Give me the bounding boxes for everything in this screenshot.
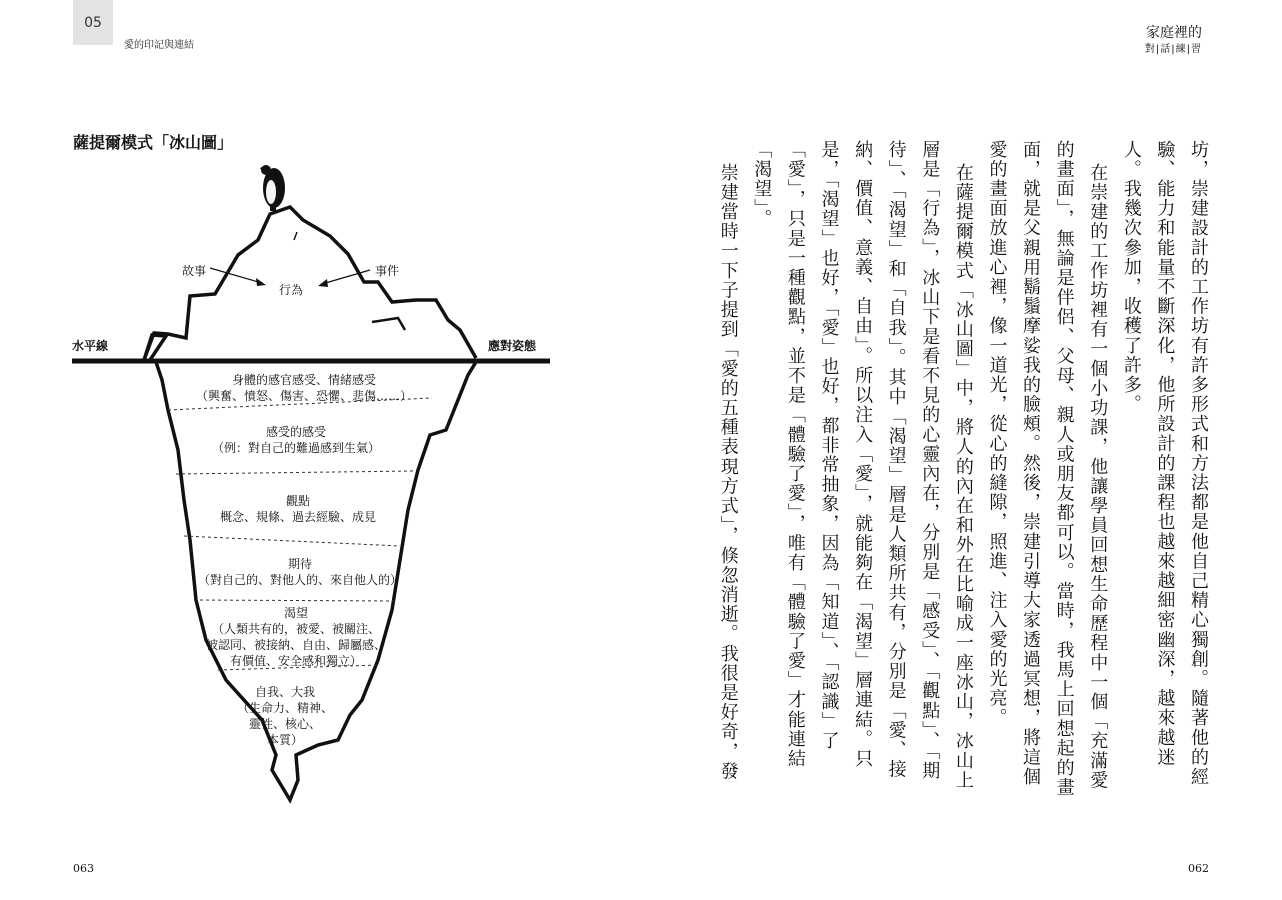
layer-divider — [184, 536, 400, 546]
left-page-number: 063 — [73, 862, 94, 875]
layer-heading: 感受的感受 — [265, 425, 326, 439]
layer-detail: （興奮、憤怒、傷害、恐懼、悲傷……） — [195, 389, 412, 403]
layer-feelings-about-feelings — [186, 424, 406, 456]
paragraph: 崇建當時一下子提到「愛的五種表現方式」，倏忽消逝。我很是好奇，發 — [717, 163, 739, 782]
layer-detail: 有價值、安全感和獨立） — [229, 654, 362, 668]
iceberg-small-mark — [294, 232, 297, 240]
right-page-number: 062 — [1188, 862, 1209, 875]
layer-self — [220, 684, 350, 748]
iceberg-top-left — [144, 207, 476, 360]
layer-detail: （生命力、精神、 — [236, 701, 333, 715]
layer-heading: 身體的感官感受、情緒感受 — [231, 373, 376, 387]
book-title: 家庭裡的 — [1146, 25, 1202, 41]
layer-detail: 靈性、核心、 — [248, 717, 321, 731]
layer-heading: 期待 — [287, 557, 312, 571]
layer-detail: （對自己的、對他人的、來自他人的） — [197, 573, 402, 587]
layer-divider — [194, 600, 394, 601]
layer-perceptions — [188, 493, 408, 525]
layer-heading: 觀點 — [285, 494, 310, 508]
layer-yearnings — [196, 605, 396, 669]
label-waterline: 水平線 — [72, 339, 109, 353]
iceberg-top-notch — [372, 318, 405, 330]
paragraph: 坊，崇建設計的工作坊有許多形式和方法都是他自己精心獨創。隨著他的經驗、能力和能量不斷深化，他所設計的課程也越來越細密幽深，越來越迷人。我幾次參加，收穫了許多。 — [1120, 140, 1209, 787]
label-story: 故事 — [182, 264, 207, 278]
paragraph: 在崇建的工作坊裡有一個小功課，他讓學員回想生命歷程中一個「充滿愛的畫面」，無論是伴侶、父母、親人或朋友都可以。當時，我馬上回想起的畫面，就是父親用鬍鬚摩娑我的臉頰。然後，崇建引導大家透過冥想，將這個愛的畫面放進心裡，像一道光，從心的縫隙，照進、注入愛的光亮。 — [986, 140, 1109, 798]
label-coping: 應對姿態 — [488, 339, 537, 353]
story-arrowhead — [256, 278, 266, 286]
label-event: 事件 — [375, 264, 400, 278]
layer-detail: 概念、規條、過去經驗、成見 — [219, 510, 376, 524]
event-arrowhead — [318, 279, 328, 287]
layer-divider — [176, 471, 414, 474]
layer-detail: 被認同、被接納、自由、歸屬感、 — [205, 638, 386, 652]
book-subtitle: 對|話|練|習 — [1144, 44, 1202, 55]
chapter-title: 愛的印記與連結 — [124, 40, 194, 51]
layer-detail: （人類共有的，被愛、被關注、 — [211, 622, 380, 636]
body-text — [717, 140, 1215, 800]
layer-detail: （例：對自己的難過感到生氣） — [211, 441, 380, 455]
layer-heading: 自我、大我 — [254, 685, 315, 699]
story-arrow — [210, 268, 262, 283]
chapter-number: 05 — [84, 14, 102, 31]
layer-expectations — [190, 556, 410, 588]
penguin-icon — [260, 165, 285, 211]
paragraph: 在薩提爾模式「冰山圖」中，將人的內在和外在比喻成一座冰山，冰山上層是「行為」，冰山下是看不見的心靈內在，分別是「感受」、「觀點」、「期待」、「渴望」和「自我」。其中「渴望」層是人類所共有，分別是「愛、接納、價值、意義、自由」。所以注入「愛」，就能夠在「渴望」層連結。只是，「渴望」也好，「愛」也好，都非常抽象，因為「知道」、「認識」了「愛」，只是一種觀點，並不是「體驗了愛」，唯有「體驗了愛」才能連結「渴望」。 — [751, 140, 974, 791]
figure-title: 薩提爾模式「冰山圖」 — [73, 133, 234, 152]
layer-heading: 渴望 — [283, 606, 308, 620]
layer-sensations — [184, 372, 424, 404]
layer-detail: 本質） — [266, 733, 303, 747]
label-behavior: 行為 — [279, 283, 304, 297]
